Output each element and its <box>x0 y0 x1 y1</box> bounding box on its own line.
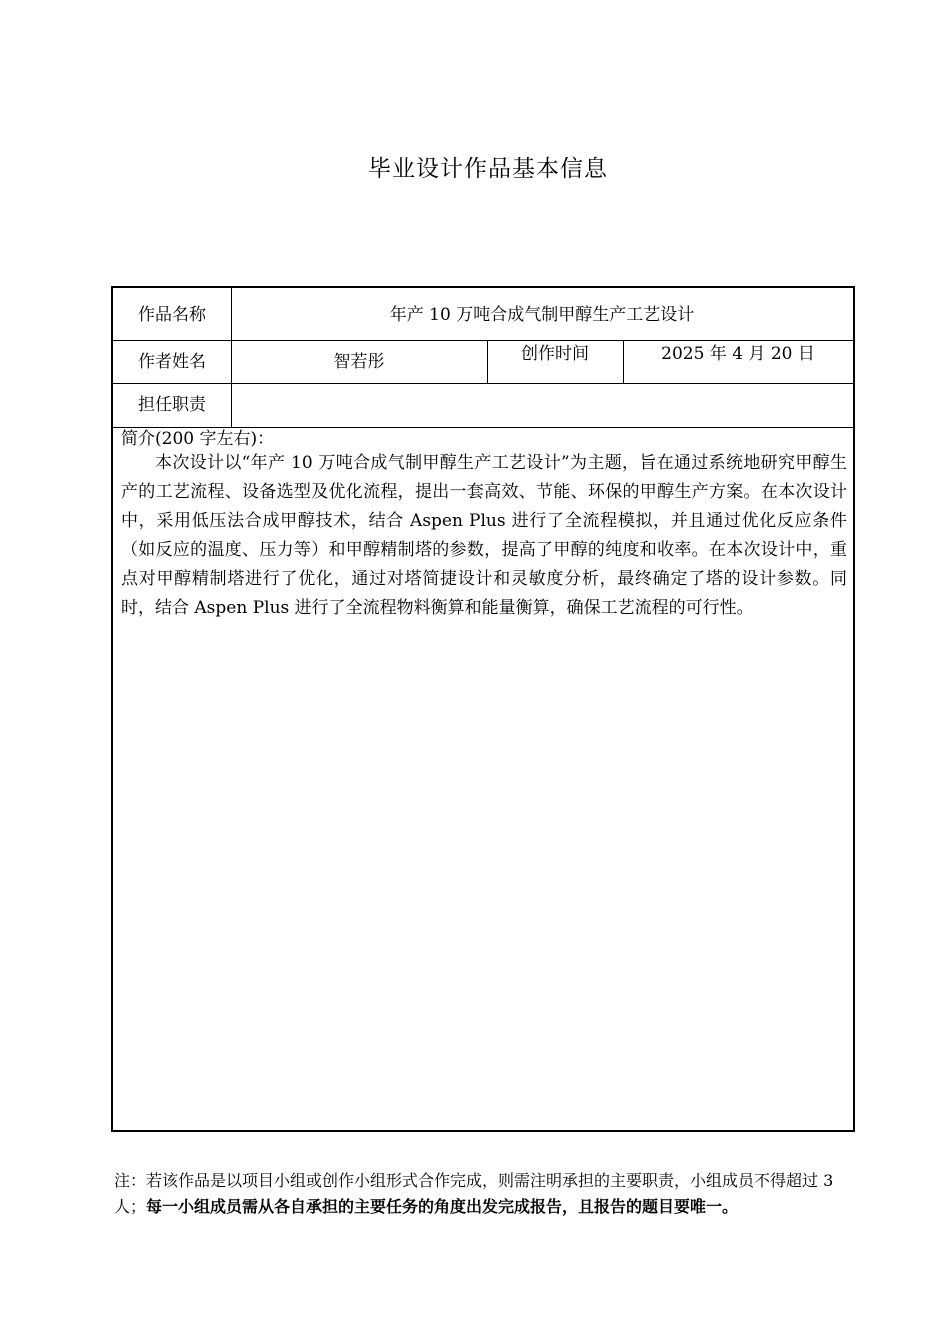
intro-section <box>121 429 847 623</box>
intro-text: 本次设计以“年产 10 万吨合成气制甲醇生产工艺设计”为主题，旨在通过系统地研究甲醇生产的工艺流程、设备选型及优化流程，提出一套高效、节能、环保的甲醇生产方案。在本次设计中，采用低压法合成甲醇技术，结合 Aspen Plus 进行了全流程模拟，并且通过优化反应条件（如反应的温度、压力等）和甲醇精制塔的参数，提高了甲醇的纯度和收率。在本次设计中，重点对甲醇精制塔进行了优化，通过对塔简捷设计和灵敏度分析，最终确定了塔的设计参数。同时，结合 Aspen Plus 进行了全流程物料衡算和能量衡算，确保工艺流程的可行性。 <box>121 453 847 618</box>
author-label: 作者姓名 <box>138 352 206 372</box>
footnote-emphasis: 每一小组成员需从各自承担的主要任务的角度出发完成报告，且报告的题目要唯一。 <box>146 1197 739 1216</box>
intro-label: 简介(200 字左右)： <box>121 429 275 449</box>
row-divider <box>113 427 853 428</box>
row-divider <box>113 383 853 384</box>
creation-time-value: 2025 年 4 月 20 日 <box>661 344 815 364</box>
info-form-table <box>111 286 855 1132</box>
work-name-label: 作品名称 <box>138 305 206 325</box>
footnote <box>114 1168 859 1220</box>
creation-time-label: 创作时间 <box>521 344 589 364</box>
page-title: 毕业设计作品基本信息 <box>368 156 608 182</box>
role-label: 担任职责 <box>138 395 206 415</box>
work-name-value: 年产 10 万吨合成气制甲醇生产工艺设计 <box>389 305 695 325</box>
author-value: 智若彤 <box>333 352 385 372</box>
row-divider <box>113 340 853 341</box>
footnote-text: 注：若该作品是以项目小组或创作小组形式合作完成，则需注明承担的主要职责，小组成员不得超过 3 人； <box>114 1171 834 1216</box>
